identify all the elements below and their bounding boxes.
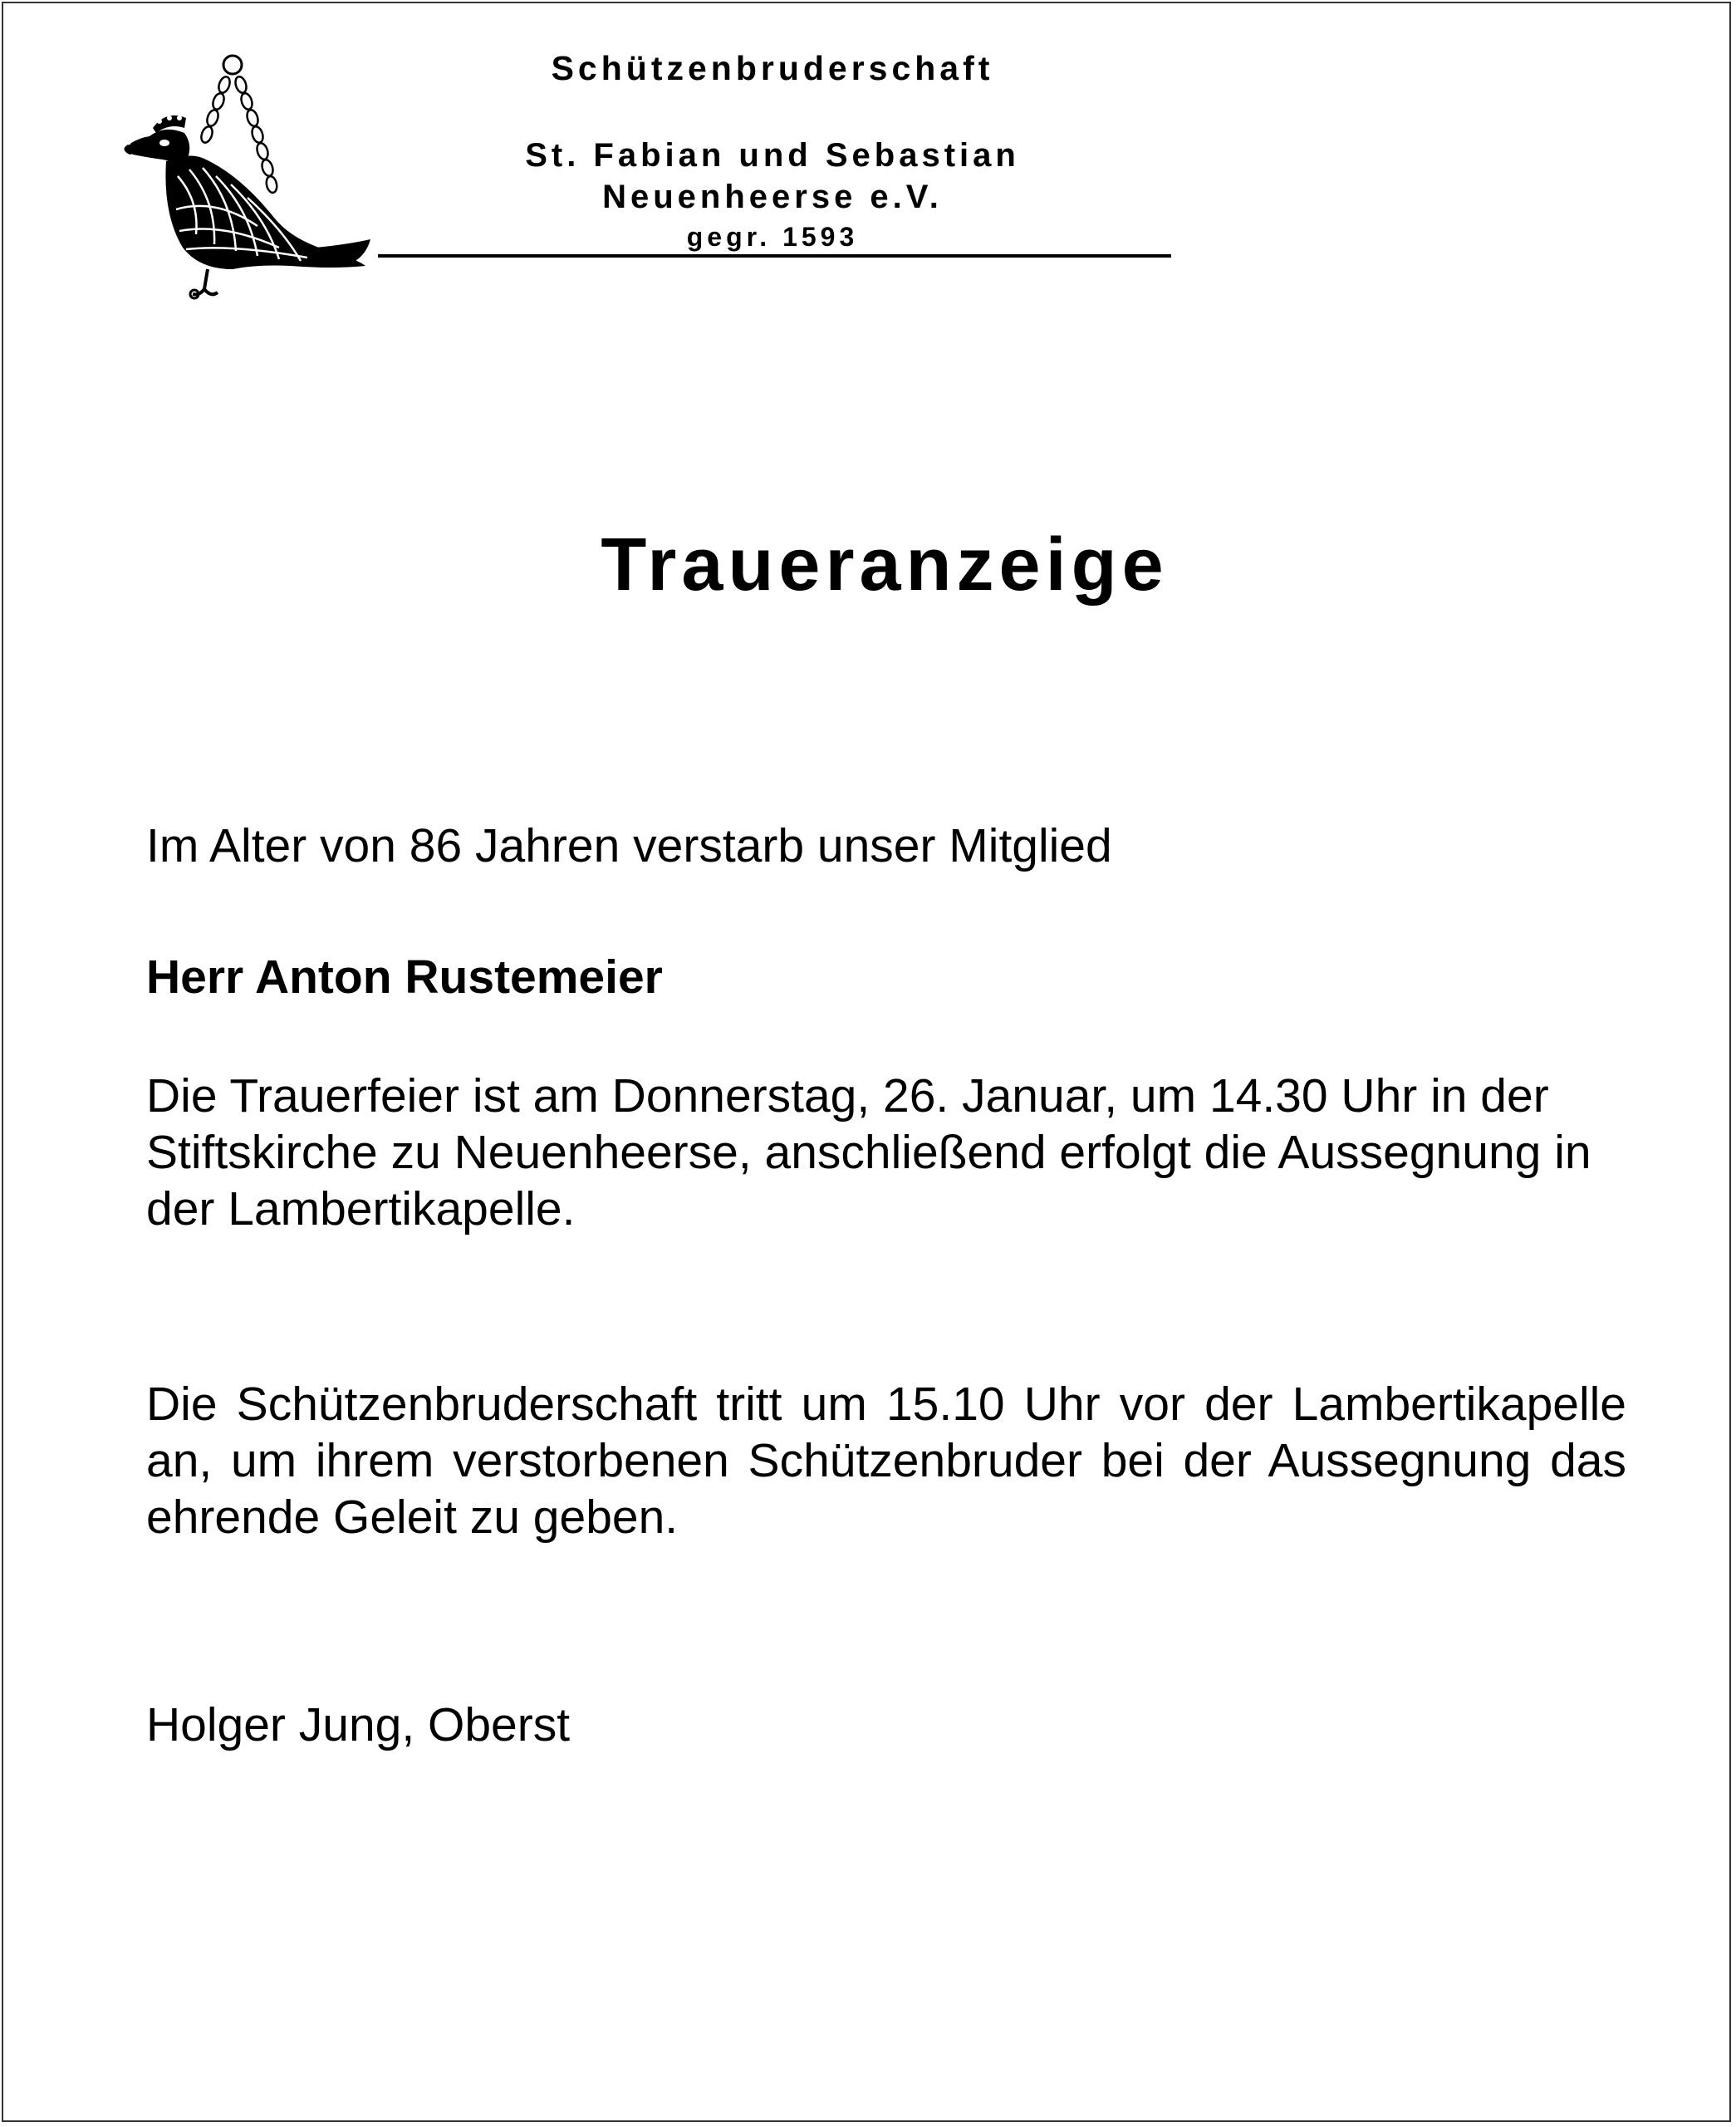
- bird-pendant-logo-icon: [116, 52, 374, 301]
- signature: Holger Jung, Oberst: [146, 1698, 571, 1751]
- header-divider: [378, 254, 1171, 258]
- escort-text: Die Schützenbruderschaft tritt um 15.10 Uhr vor der Lambertikapelle an, um ihrem verstorbenen Schützenbruder bei der Aussegnung das ehrende Geleit zu geben.: [146, 1378, 1626, 1544]
- page-frame: [2, 2, 1731, 2122]
- page-title: Traueranzeige: [601, 523, 1169, 607]
- intro-text: Im Alter von 86 Jahren verstarb unser Mitglied: [146, 819, 1112, 872]
- funeral-service-text: Die Trauerfeier ist am Donnerstag, 26. Januar, um 14.30 Uhr in der Stiftskirche zu Neuenheerse, anschließend erfolgt die Aussegnung in der Lambertikapelle.: [146, 1069, 1591, 1235]
- organization-founded: gegr. 1593: [686, 222, 859, 252]
- organization-header: [382, 43, 1163, 256]
- organization-patrons: St. Fabian und Sebastian: [525, 137, 1020, 174]
- organization-place: Neuenheerse e.V.: [602, 179, 943, 215]
- deceased-name: Herr Anton Rustemeier: [146, 951, 663, 1004]
- organization-name: Schützenbruderschaft: [551, 49, 994, 87]
